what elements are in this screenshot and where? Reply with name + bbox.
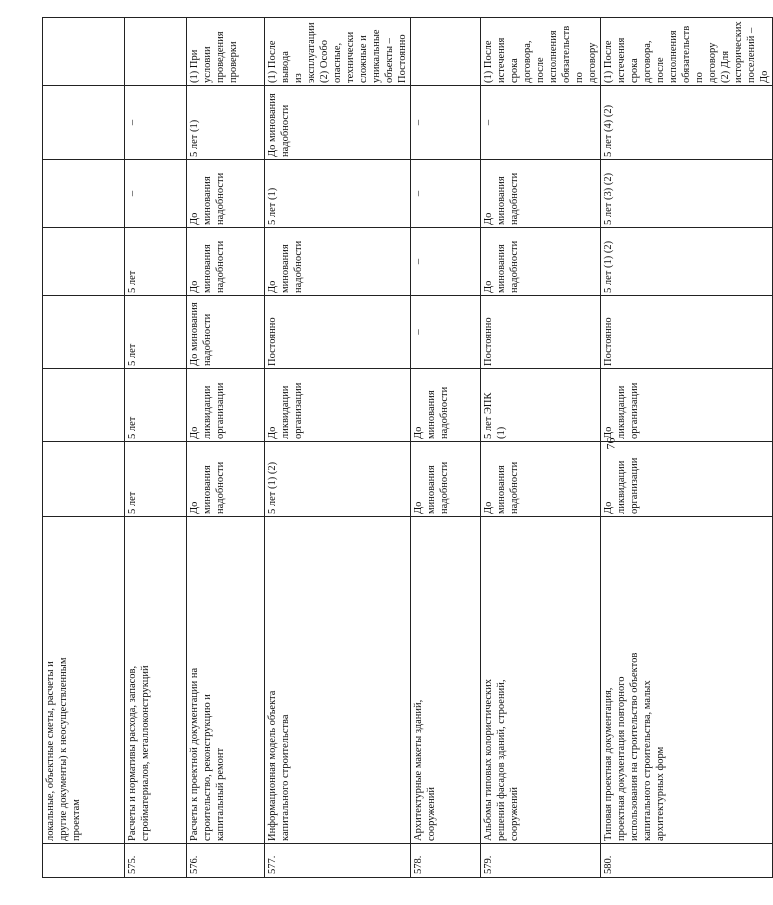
retention-period-cell <box>43 369 125 442</box>
document-type-line: сооружений <box>426 786 437 841</box>
retention-period-line: минования <box>426 390 437 439</box>
retention-period-line: надобности <box>202 313 213 366</box>
retention-period-cell <box>601 160 773 228</box>
note-line: договора, после <box>522 40 546 83</box>
retention-period-line: организации <box>293 382 304 439</box>
document-type-line: архитектурных форм <box>655 746 666 841</box>
retention-period-line: ликвидации <box>616 460 627 514</box>
document-type-line: использования на строительство объектов <box>629 652 640 841</box>
retention-period-cell <box>265 296 411 369</box>
retention-period-line: – <box>127 190 138 197</box>
note-line: из эксплуатации <box>293 22 317 83</box>
retention-period-cell <box>481 160 601 228</box>
retention-period-cell <box>125 160 187 228</box>
document-type-cell <box>125 517 187 844</box>
row-number: 580. <box>601 844 773 878</box>
retention-period-cell <box>601 442 773 517</box>
document-type-cell <box>187 517 265 844</box>
document-type-line: локальные, объектные сметы, расчеты и <box>45 661 56 841</box>
retention-period-cell <box>187 369 265 442</box>
retention-period-cell <box>125 86 187 160</box>
document-type-line: Расчеты к проектной документации на <box>189 667 200 841</box>
retention-period-cell <box>481 442 601 517</box>
retention-period-line: Постоянно <box>603 317 614 366</box>
retention-period-cell <box>125 228 187 296</box>
retention-period-line: надобности <box>280 104 291 157</box>
table-body <box>43 18 773 878</box>
retention-period-line: До <box>189 501 200 514</box>
retention-period-line: надобности <box>439 386 450 439</box>
retention-period-cell <box>601 86 773 160</box>
retention-period-line: – <box>413 119 424 126</box>
note-line: поселений – До <box>746 27 770 83</box>
retention-period-line: 5 лет (1) <box>267 187 278 225</box>
note-line: технически <box>345 31 356 83</box>
retention-period-cell <box>43 442 125 517</box>
retention-period-line: 5 лет (1) <box>189 119 200 157</box>
retention-period-cell <box>187 86 265 160</box>
retention-period-line: До <box>483 501 494 514</box>
retention-period-cell <box>411 160 481 228</box>
retention-period-line: надобности <box>293 240 304 293</box>
document-type-cell <box>601 517 773 844</box>
note-line: проверки <box>228 41 239 83</box>
page-number: 76 <box>603 437 618 450</box>
row-number: 575. <box>125 844 187 878</box>
document-type-line: проектам <box>71 799 82 841</box>
document-type-line: капитального строительства, малых <box>642 680 653 841</box>
note-line: договора, после <box>642 40 666 83</box>
retention-period-cell <box>187 160 265 228</box>
document-type-cell <box>481 517 601 844</box>
retention-period-line: До <box>413 426 424 439</box>
retention-table <box>42 17 773 878</box>
document-type-line: стройматериалов, металлоконструкций <box>140 665 151 841</box>
note-line: (1) После вывода <box>267 40 291 83</box>
note-line: (2) Для <box>720 50 731 83</box>
retention-period-line: минования <box>496 176 507 225</box>
retention-period-cell <box>265 160 411 228</box>
retention-period-line: надобности <box>509 461 520 514</box>
retention-period-line: организации <box>629 382 640 439</box>
note-line: обязательств по <box>681 25 705 83</box>
retention-period-line: 5 лет <box>127 270 138 293</box>
retention-period-cell <box>411 369 481 442</box>
retention-period-line: До <box>189 280 200 293</box>
retention-period-line: надобности <box>215 240 226 293</box>
document-type-cell <box>265 517 411 844</box>
note-line: договору <box>707 42 718 83</box>
rotated-table-container <box>42 18 770 878</box>
table-row <box>265 18 411 878</box>
retention-period-line: – <box>413 329 424 335</box>
note-line: истечения срока <box>496 37 520 83</box>
document-type-line: проектная документация повторного <box>616 676 627 841</box>
retention-period-cell <box>265 86 411 160</box>
retention-period-line: До <box>267 280 278 293</box>
document-type-line: сооружений <box>509 786 520 841</box>
retention-period-line: надобности <box>509 240 520 293</box>
note-line: исполнения <box>668 30 679 83</box>
retention-period-line: До минования <box>189 302 200 366</box>
retention-period-cell <box>265 369 411 442</box>
note-line: (1) После <box>603 40 614 83</box>
retention-period-cell <box>411 442 481 517</box>
retention-period-line: ликвидации <box>616 385 627 439</box>
notes-cell <box>187 18 265 86</box>
table-row <box>187 18 265 878</box>
note-line: исполнения <box>548 30 559 83</box>
table-row <box>411 18 481 878</box>
retention-period-cell <box>265 228 411 296</box>
notes-cell <box>265 18 411 86</box>
note-line: обязательств по <box>561 25 585 83</box>
retention-period-cell <box>411 296 481 369</box>
note-line: (1) При условии <box>189 46 213 83</box>
retention-period-line: минования <box>202 465 213 514</box>
note-line: (2) Особо <box>319 40 330 83</box>
document-type-line: другие документы) к неосуществленным <box>58 657 69 841</box>
note-line: проведения <box>215 31 226 83</box>
retention-period-line: минования <box>496 465 507 514</box>
note-line: объекты – <box>384 38 395 83</box>
note-line: опасные, <box>332 42 343 83</box>
retention-period-line: До <box>603 501 614 514</box>
note-line: сложные и <box>358 35 369 83</box>
retention-period-line: организации <box>215 382 226 439</box>
row-number: 577. <box>265 844 411 878</box>
retention-period-cell <box>187 296 265 369</box>
note-line: Постоянно <box>397 34 408 83</box>
retention-period-cell <box>481 228 601 296</box>
retention-period-cell <box>601 228 773 296</box>
note-line: уникальные <box>371 29 382 83</box>
retention-period-cell <box>601 369 773 442</box>
retention-period-cell <box>187 442 265 517</box>
retention-period-line: минования <box>280 244 291 293</box>
retention-period-line: 5 лет <box>127 416 138 439</box>
notes-cell <box>43 18 125 86</box>
retention-period-line: До <box>267 426 278 439</box>
retention-period-line: минования <box>426 465 437 514</box>
notes-cell <box>411 18 481 86</box>
retention-period-line: 5 лет (1) (2) <box>603 240 614 293</box>
document-type-line: Расчеты и нормативы расхода, запасов, <box>127 665 138 841</box>
document-type-line: строительство, реконструкцию и <box>202 694 213 841</box>
notes-cell <box>481 18 601 86</box>
retention-period-cell <box>43 228 125 296</box>
retention-period-line: До <box>483 280 494 293</box>
row-number: 579. <box>481 844 601 878</box>
document-type-line: Информационная модель объекта <box>267 690 278 841</box>
retention-period-cell <box>481 86 601 160</box>
retention-period-line: – <box>127 119 138 126</box>
notes-cell <box>601 18 773 86</box>
retention-period-cell <box>481 296 601 369</box>
retention-period-line: До <box>189 426 200 439</box>
retention-period-line: До минования <box>267 93 278 157</box>
retention-period-line: 5 лет (4) (2) <box>603 104 614 157</box>
retention-period-line: – <box>413 258 424 265</box>
document-type-line: Типовая проектная документация, <box>603 687 614 841</box>
retention-period-line: ликвидации <box>202 385 213 439</box>
retention-period-cell <box>43 160 125 228</box>
document-type-line: Архитектурные макеты зданий, <box>413 699 424 841</box>
retention-period-line: До <box>483 212 494 225</box>
retention-period-line: 5 лет <box>127 491 138 514</box>
retention-period-cell <box>125 296 187 369</box>
note-line: истечения срока <box>616 37 640 83</box>
row-number: 578. <box>411 844 481 878</box>
table-row <box>481 18 601 878</box>
retention-period-line: надобности <box>215 461 226 514</box>
retention-period-line: организации <box>629 457 640 514</box>
retention-period-cell <box>43 86 125 160</box>
retention-period-cell <box>125 442 187 517</box>
table-row <box>43 18 125 878</box>
document-type-cell <box>43 517 125 844</box>
notes-cell <box>125 18 187 86</box>
table-row <box>601 18 773 878</box>
retention-period-line: – <box>483 119 494 126</box>
document-type-line: Альбомы типовых колористических <box>483 678 494 841</box>
retention-period-line: 5 лет (3) (2) <box>603 172 614 225</box>
retention-period-line: Постоянно <box>267 317 278 366</box>
retention-period-line: 5 лет <box>127 343 138 366</box>
retention-period-cell <box>187 228 265 296</box>
retention-period-line: 5 лет ЭПК <box>483 392 494 439</box>
document-type-line: капитальный ремонт <box>215 747 226 841</box>
row-number <box>43 844 125 878</box>
retention-period-line: 5 лет (1) (2) <box>267 461 278 514</box>
document-type-line: капитального строительства <box>280 714 291 841</box>
retention-period-cell <box>411 228 481 296</box>
retention-period-line: – <box>413 190 424 197</box>
retention-period-cell <box>601 296 773 369</box>
table-row <box>125 18 187 878</box>
row-number: 576. <box>187 844 265 878</box>
retention-period-line: надобности <box>439 461 450 514</box>
note-line: (1) После <box>483 40 494 83</box>
retention-period-line: ликвидации <box>280 385 291 439</box>
retention-period-line: надобности <box>509 172 520 225</box>
retention-period-cell <box>265 442 411 517</box>
retention-period-line: надобности <box>215 172 226 225</box>
document-type-line: решений фасадов зданий, строений, <box>496 679 507 841</box>
retention-period-line: Постоянно <box>483 317 494 366</box>
retention-period-line: минования <box>496 244 507 293</box>
retention-period-line: минования <box>202 176 213 225</box>
retention-period-cell <box>125 369 187 442</box>
retention-period-line: минования <box>202 244 213 293</box>
document-type-cell <box>411 517 481 844</box>
retention-period-line: До <box>603 426 614 439</box>
retention-period-cell <box>43 296 125 369</box>
retention-period-cell <box>411 86 481 160</box>
retention-period-line: (1) <box>496 426 507 439</box>
retention-period-line: До <box>413 501 424 514</box>
note-line: исторических <box>733 21 744 83</box>
note-line: договору <box>587 42 598 83</box>
retention-period-line: До <box>189 212 200 225</box>
retention-period-cell <box>481 369 601 442</box>
